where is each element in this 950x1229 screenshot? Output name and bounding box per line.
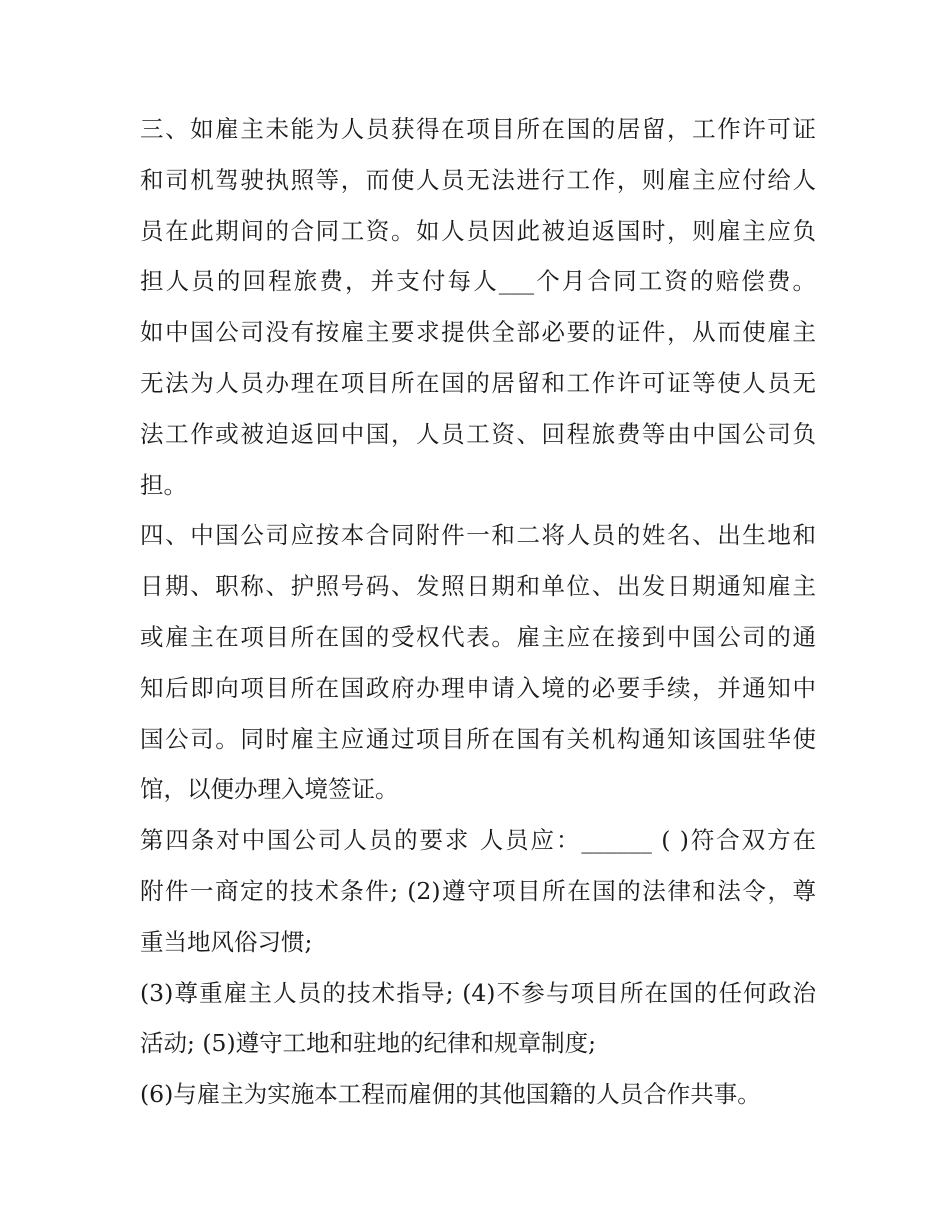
text-line: 或雇主在项目所在国的受权代表。雇主应在接到中国公司的通 <box>140 622 816 651</box>
text-line: (6)与雇主为实施本工程而雇佣的其他国籍的人员合作共事。 <box>140 1080 761 1109</box>
document-body <box>140 104 816 1120</box>
text-line: 如中国公司没有按雇主要求提供全部必要的证件，从而使雇主 <box>140 318 816 347</box>
text-line: 第四条对中国公司人员的要求 人员应：______ ( )符合双方在 <box>140 826 816 855</box>
text-line: 和司机驾驶执照等，而使人员无法进行工作，则雇主应付给人 <box>140 165 816 194</box>
text-line: 四、中国公司应按本合同附件一和二将人员的姓名、出生地和 <box>140 521 816 550</box>
text-line: 活动; (5)遵守工地和驻地的纪律和规章制度; <box>140 1029 597 1058</box>
text-line: 三、如雇主未能为人员获得在项目所在国的居留，工作许可证 <box>140 115 816 143</box>
text-line: (3)尊重雇主人员的技术指导; (4)不参与项目所在国的任何政治 <box>140 978 816 1007</box>
text-line: 无法为人员办理在项目所在国的居留和工作许可证等使人员无 <box>140 368 816 397</box>
text-line: 国公司。同时雇主应通过项目所在国有关机构通知该国驻华使 <box>140 724 816 753</box>
text-line: 重当地风俗习惯; <box>140 927 313 956</box>
text-line: 馆，以便办理入境签证。 <box>140 775 399 804</box>
text-line: 员在此期间的合同工资。如人员因此被迫返国时，则雇主应负 <box>140 216 816 245</box>
text-line: 法工作或被迫返回中国，人员工资、回程旅费等由中国公司负 <box>140 419 816 448</box>
text-line: 担。 <box>140 470 187 499</box>
text-line: 知后即向项目所在国政府办理申请入境的必要手续，并通知中 <box>140 673 816 702</box>
text-line: 担人员的回程旅费，并支付每人___个月合同工资的赔偿费。 <box>140 267 816 296</box>
text-line: 附件一商定的技术条件; (2)遵守项目所在国的法律和法令，尊 <box>140 876 816 905</box>
text-line: 日期、职称、护照号码、发照日期和单位、出发日期通知雇主 <box>140 572 816 601</box>
